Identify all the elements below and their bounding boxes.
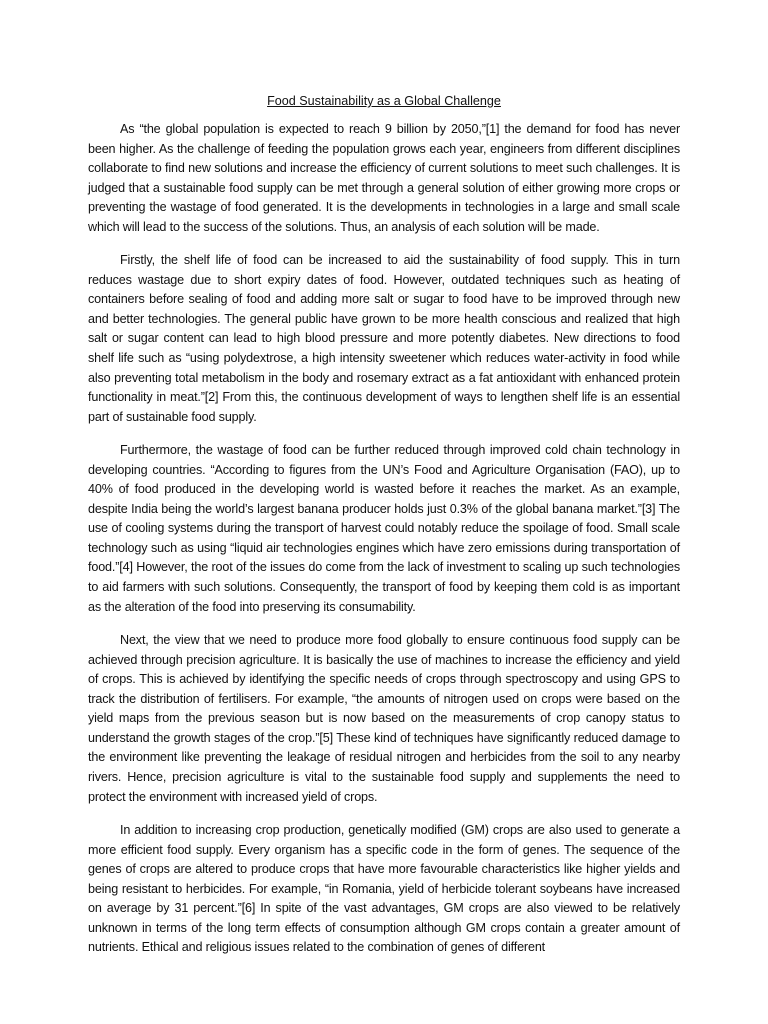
paragraph-cold-chain: Furthermore, the wastage of food can be further reduced through improved cold chain technology in developing countries. “According to figures from the UN’s Food and Agriculture Organisation (FAO), up to 40% of food produced in the developing world is wasted before it reaches the market. As an example, despite India being the world’s largest banana producer holds just 0.3% of the global banana market.”[3] The use of cooling systems during the transport of harvest could notably reduce the spoilage of food. Small scale technology such as using “liquid air technologies engines which have zero emissions during transportation of food.”[4] However, the root of the issues do come from the lack of investment to scaling up such technologies to aid farmers with such solutions. Consequently, the transport of food by keeping them cold is as important as the alteration of the food into preserving its consumability. (88, 443, 680, 614)
paragraph-shelf-life: Firstly, the shelf life of food can be increased to aid the sustainability of food supply. This in turn reduces wastage due to short expiry dates of food. However, outdated techniques such as heating of containers before sealing of food and adding more salt or sugar to food have to be improved through new and better technologies. The general public have grown to be more health conscious and realized that high salt or sugar content can lead to high blood pressure and more potently diabetes. New directions to food shelf life such as “using polydextrose, a high intensity sweetener which reduces water-activity in food while also preventing total metabolism in the body and rosemary extract as a fat antioxidant with enhanced protein functionality in meat.”[2] From this, the continuous development of ways to lengthen shelf life is an essential part of sustainable food supply. (88, 253, 680, 424)
document-title: Food Sustainability as a Global Challenge (267, 94, 501, 108)
paragraph-intro: As “the global population is expected to reach 9 billion by 2050,”[1] the demand for food has never been higher. As the challenge of feeding the population grows each year, engineers from different disciplines collaborate to find new solutions and increase the efficiency of current solutions to meet such challenges. It is judged that a sustainable food supply can be met through a general solution of either growing more crops or preventing the wastage of food generated. It is the developments in technologies in a large and small scale which will lead to the success of the solutions. Thus, an analysis of each solution will be made. (88, 122, 680, 234)
document-page (88, 92, 680, 972)
paragraph-precision-agriculture: Next, the view that we need to produce more food globally to ensure continuous food supply can be achieved through precision agriculture. It is basically the use of machines to increase the efficiency and yield of crops. This is achieved by identifying the specific needs of crops through spectroscopy and using GPS to track the distribution of fertilisers. For example, “the amounts of nitrogen used on crops were based on the yield maps from the previous season but is now based on the measurements of crop canopy status to understand the growth stages of the crop.”[5] These kind of techniques have significantly reduced damage to the environment like preventing the leakage of residual nitrogen and herbicides from the soil to any nearby rivers. Hence, precision agriculture is vital to the sustainable food supply and supplements the need to protect the environment with increased yield of crops. (88, 633, 680, 804)
paragraph-gm-crops: In addition to increasing crop production, genetically modified (GM) crops are also used to generate a more efficient food supply. Every organism has a specific code in the form of genes. The sequence of the genes of crops are altered to produce crops that have more favourable characteristics like higher yields and being resistant to herbicides. For example, “in Romania, yield of herbicide tolerant soybeans have increased on average by 31 percent.”[6] In spite of the vast advantages, GM crops are also viewed to be relatively unknown in terms of the long term effects of consumption although GM crops contain a greater amount of nutrients. Ethical and religious issues related to the combination of genes of different (88, 823, 680, 955)
